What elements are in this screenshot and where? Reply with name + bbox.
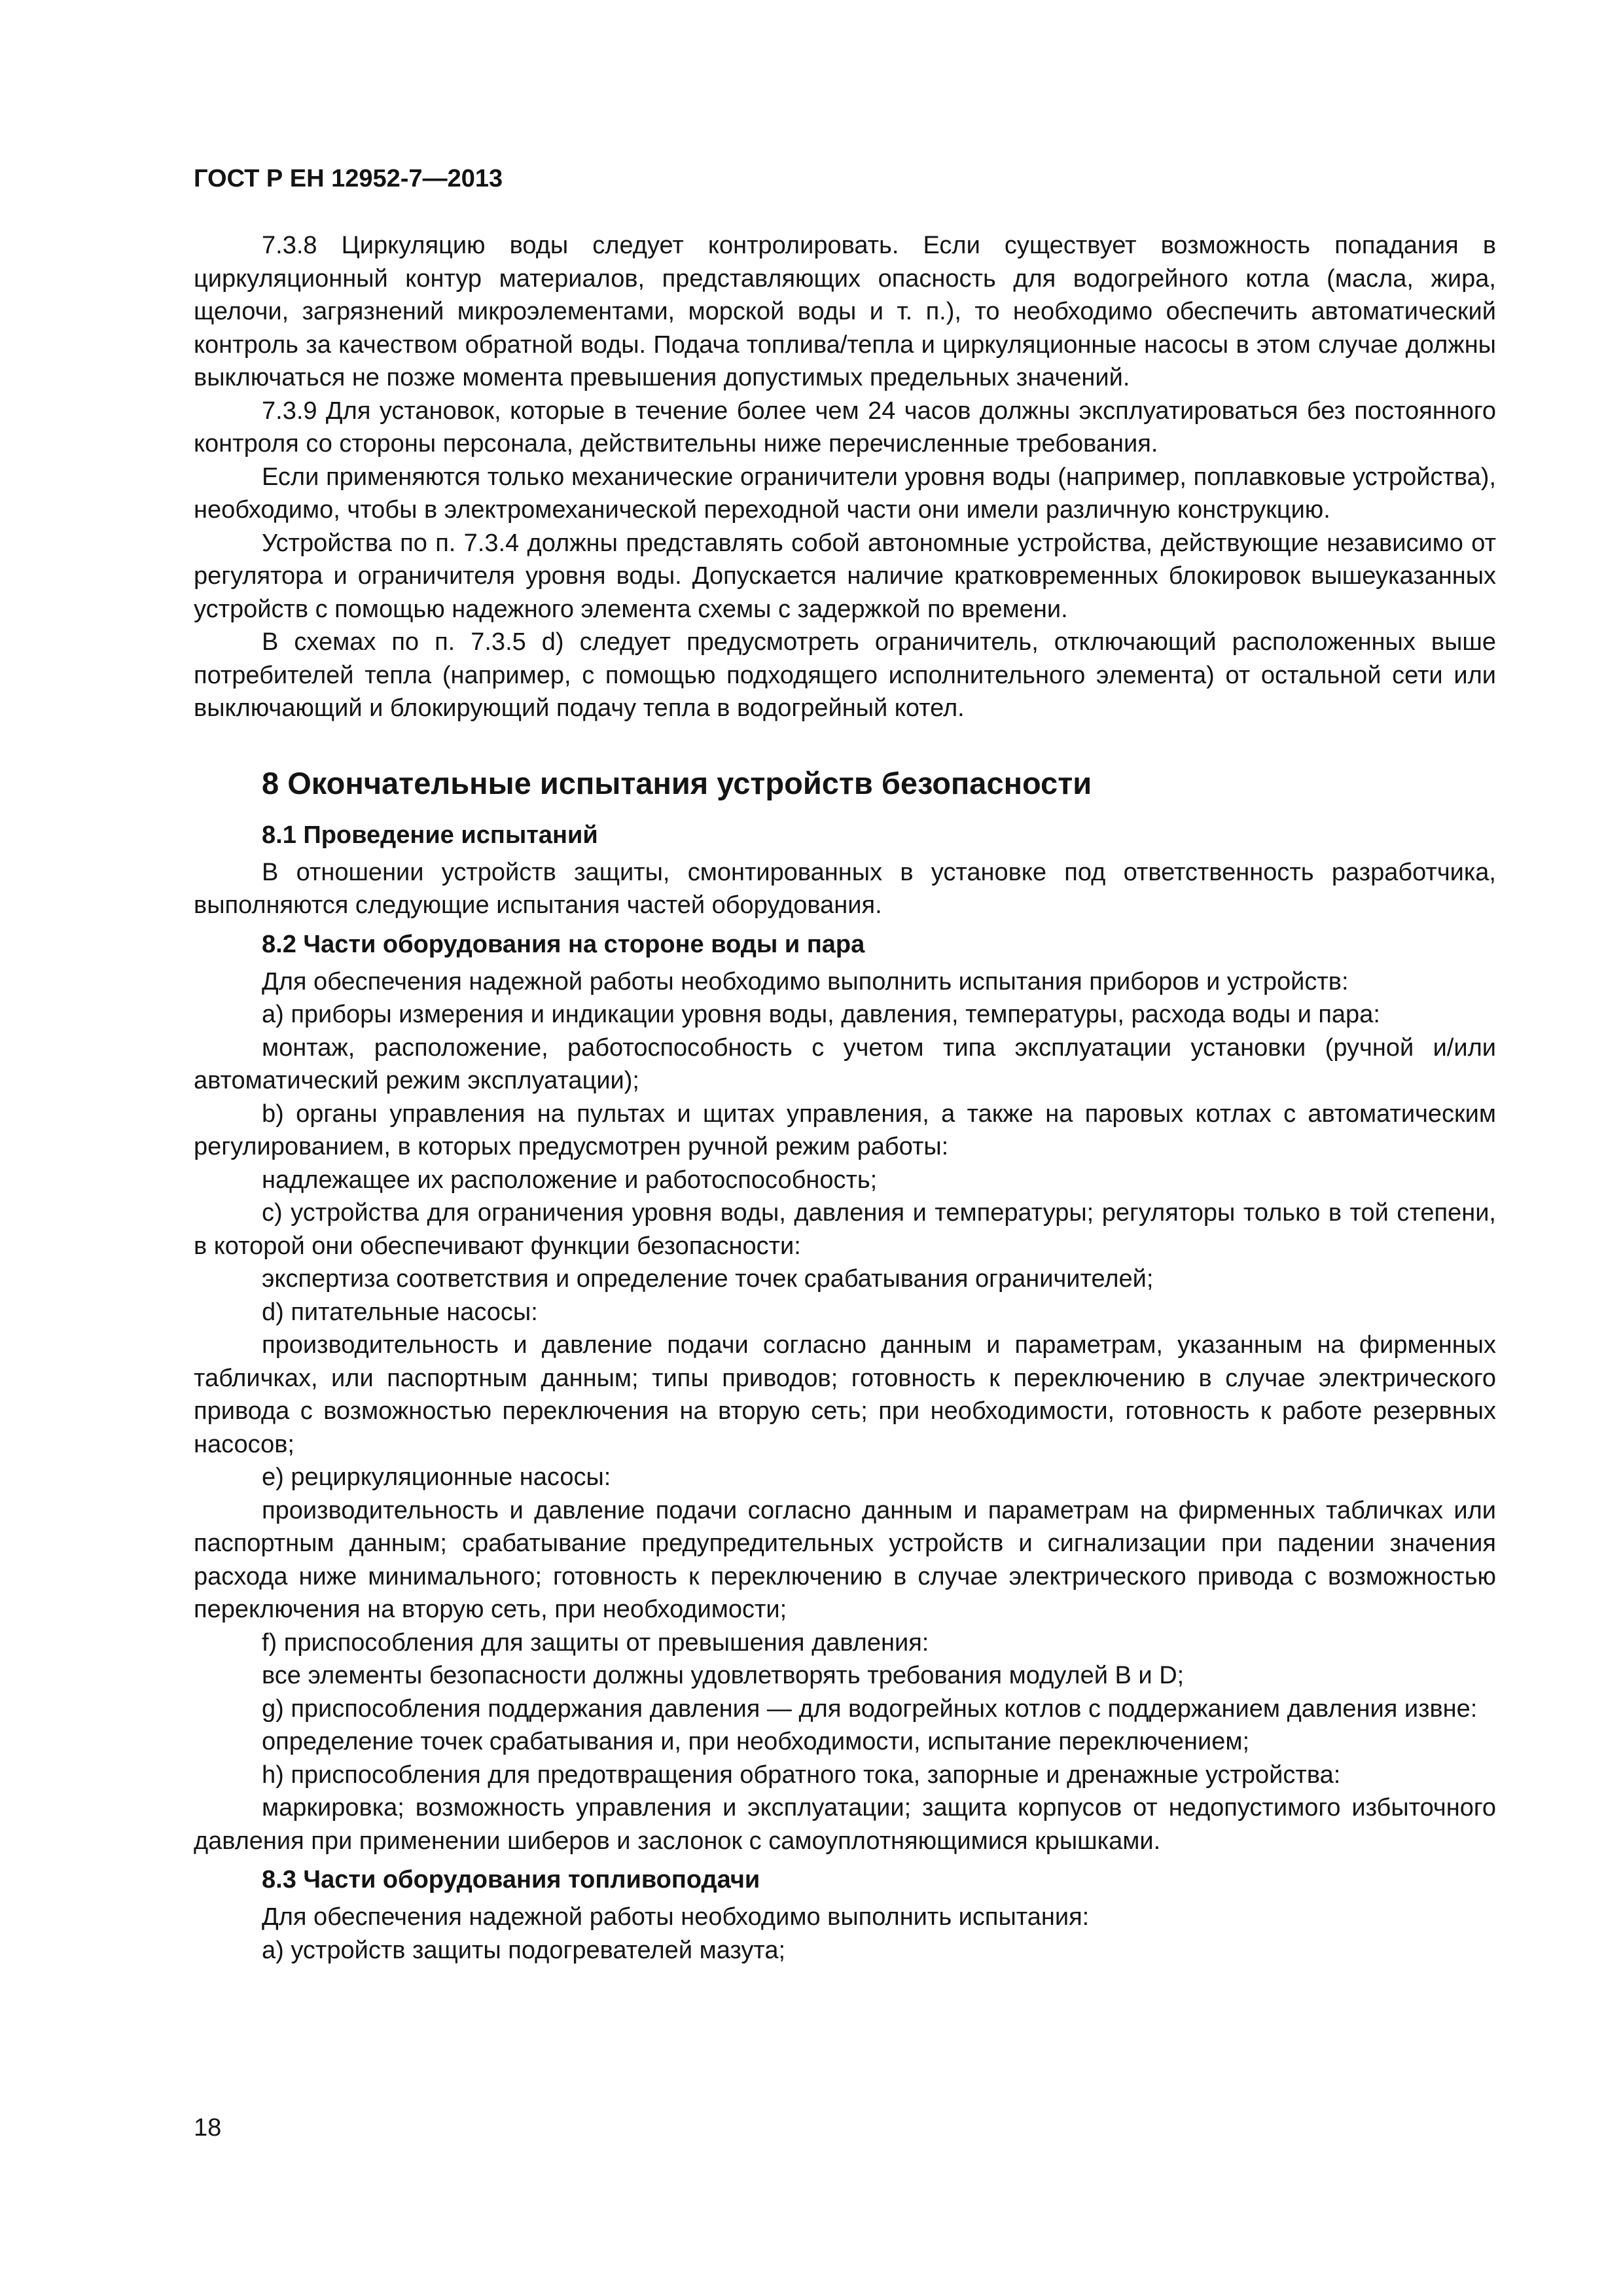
section-8-heading: 8 Окончательные испытания устройств безопасности [262,765,1092,800]
paragraph-7-3-9: 7.3.9 Для установок, которые в течение более чем 24 часов должны эксплуатироваться без постоянного контроля со стороны персонала, действительны ниже перечисленные требования. [194,397,1496,457]
subsection-8-1-heading: 8.1 Проведение испытаний [262,821,598,849]
list-item-text: производительность и давление подачи согласно данным и параметрам на фирменных табличках или паспортным данным; срабатывание предупредительных устройств и сигнализации при падении значения расхода ниже минимального; готовность к переключению в случае электрического привода с возможностью переключения на вторую сеть, при необходимости; [194,1496,1496,1623]
list-item-text: маркировка; возможность управления и эксплуатации; защита корпусов от недопустимого избыточного давления при применении шиберов и заслонок с самоуплотняющимися крышками. [194,1794,1496,1855]
list-item-b: b) органы управления на пультах и щитах управления, а также на паровых котлах с автоматическим регулированием, в которых предусмотрен ручной режим работы: [194,1100,1496,1160]
list-item-d: d) питательные насосы: [262,1298,538,1326]
paragraph-autonomous-devices: Устройства по п. 7.3.4 должны представлять собой автономные устройства, действующие независимо от регулятора и ограничителя уровня воды. Допускается наличие кратковременных блокировок вышеуказанных устройств с помощью надежного элемента схемы с задержкой по времени. [194,529,1496,623]
document-header-code: ГОСТ Р ЕН 12952-7—2013 [194,165,503,192]
list-line: Для обеспечения надежной работы необходимо выполнить испытания приборов и устройств: [262,967,1349,996]
list-item-h: h) приспособления для предотвращения обратного тока, запорные и дренажные устройства: [262,1761,1341,1789]
list-item-f: f) приспособления для защиты от превышения давления: [262,1628,929,1657]
paragraph-circuit-limiter: В схемах по п. 7.3.5 d) следует предусмотреть ограничитель, отключающий расположенных выше потребителей тепла (например, с помощью подходящего исполнительного элемента) от остальной сети или выключающий и блокирующий подачу тепла в водогрейный котел. [194,628,1496,722]
list-item-c: c) устройства для ограничения уровня воды, давления и температуры; регуляторы только в той степени, в которой они обеспечивают функции безопасности: [194,1199,1496,1260]
list-item-text: монтаж, расположение, работоспособность с учетом типа эксплуатации установки (ручной и/или автоматический режим эксплуатации); [194,1033,1496,1094]
list-item-e: e) рециркуляционные насосы: [262,1463,611,1491]
subsection-8-2-heading: 8.2 Части оборудования на стороне воды и пара [262,930,865,958]
page-body [194,229,1496,1967]
subsection-8-3-heading: 8.3 Части оборудования топливоподачи [262,1866,760,1893]
paragraph-mechanical-limiters: Если применяются только механические ограничители уровня воды (например, поплавковые устройства), необходимо, чтобы в электромеханической переходной части они имели различную конструкцию. [194,463,1496,524]
subsection-8-1-text: В отношении устройств защиты, смонтированных в установке под ответственность разработчика, выполняются следующие испытания частей оборудования. [194,858,1496,919]
list-line: Для обеспечения надежной работы необходимо выполнить испытания: [262,1903,1090,1931]
list-item-g: g) приспособления поддержания давления — для водогрейных котлов с поддержанием давления извне: [262,1695,1478,1723]
list-item-text: производительность и давление подачи согласно данным и параметрам, указанным на фирменных табличках, или паспортным данным; типы приводов; готовность к переключению в случае электрического привода с возможностью переключения на вторую сеть; при необходимости, готовность к работе резервных насосов; [194,1331,1496,1458]
list-item-a: a) устройств защиты подогревателей мазута; [262,1936,786,1964]
list-item-text: определение точек срабатывания и, при необходимости, испытание переключением; [262,1728,1250,1755]
paragraph-7-3-8: 7.3.8 Циркуляцию воды следует контролировать. Если существует возможность попадания в циркуляционный контур материалов, представляющих опасность для водогрейного котла (масла, жира, щелочи, загрязнений микроэлементами, морской воды и т. п.), то необходимо обеспечить автоматический контроль за качеством обратной воды. Подача топлива/тепла и циркуляционные насосы в этом случае должны выключаться не позже момента превышения допустимых предельных значений. [194,232,1496,391]
page-number: 18 [194,2114,222,2142]
list-item-text: надлежащее их расположение и работоспособность; [262,1166,878,1194]
list-item-text: экспертиза соответствия и определение точек срабатывания ограничителей; [262,1265,1154,1293]
list-item-a: a) приборы измерения и индикации уровня воды, давления, температуры, расхода воды и пара: [262,1001,1380,1028]
list-item-text: все элементы безопасности должны удовлетворять требования модулей B и D; [262,1662,1185,1689]
